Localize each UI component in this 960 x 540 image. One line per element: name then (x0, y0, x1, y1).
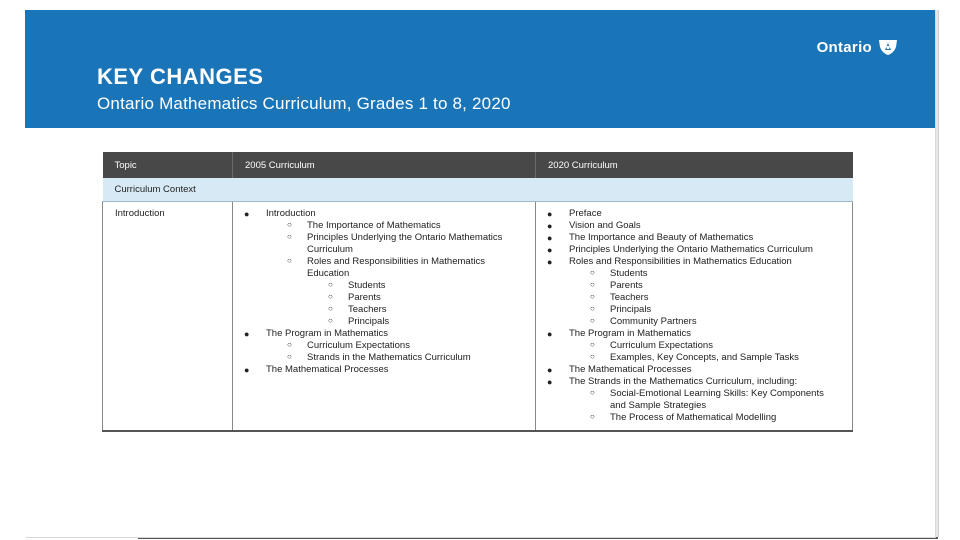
sub-list (307, 280, 525, 328)
list-item (548, 376, 842, 424)
hollow-bullet-icon: ○ (287, 256, 292, 265)
list-item-text: The Program in Mathematics (266, 328, 388, 339)
list-item (548, 256, 842, 328)
hollow-bullet-icon: ○ (590, 304, 595, 313)
list-2005 (245, 208, 525, 376)
hollow-bullet-icon: ○ (590, 280, 595, 289)
list-item (548, 244, 842, 256)
list-item-text: Social-Emotional Learning Skills: Key Components and Sample Strategies (610, 388, 824, 411)
list-item-text: Principals (610, 304, 652, 315)
bullet-icon: ● (547, 257, 553, 267)
list-item-text: Strands in the Mathematics Curriculum (307, 352, 471, 363)
sub-list (266, 220, 525, 328)
list-item-text: Preface (569, 208, 602, 219)
list-item (548, 364, 842, 376)
cell-2020 (536, 202, 853, 432)
hollow-bullet-icon: ○ (287, 352, 292, 361)
list-item-text: Introduction (266, 208, 316, 219)
hollow-bullet-icon: ○ (590, 316, 595, 325)
sub-list (569, 340, 842, 364)
list-item (590, 292, 842, 304)
list-item (245, 364, 525, 376)
hollow-bullet-icon: ○ (590, 388, 595, 397)
sub-list (266, 340, 525, 364)
slide (25, 10, 935, 537)
bullet-icon: ● (244, 329, 250, 339)
list-item-text: The Strands in the Mathematics Curriculum, including: (569, 376, 798, 387)
hollow-bullet-icon: ○ (287, 232, 292, 241)
bullet-icon: ● (547, 233, 553, 243)
list-item (590, 280, 842, 292)
hollow-bullet-icon: ○ (287, 340, 292, 349)
list-item-text: Roles and Responsibilities in Mathematics Education (307, 256, 485, 279)
bullet-icon: ● (547, 377, 553, 387)
page-subtitle: Ontario Mathematics Curriculum, Grades 1 to 8, 2020 (97, 94, 511, 113)
list-item (590, 388, 842, 412)
list-item-text: Principals (348, 316, 390, 327)
list-item-text: Community Partners (610, 316, 697, 327)
title-banner (25, 10, 935, 128)
hollow-bullet-icon: ○ (328, 280, 333, 289)
list-item (548, 220, 842, 232)
list-item-text: Students (348, 280, 386, 291)
bullet-icon: ● (547, 209, 553, 219)
list-item-text: The Program in Mathematics (569, 328, 691, 339)
list-item (287, 220, 525, 232)
logo-text: Ontario (816, 38, 872, 56)
list-item-text: Examples, Key Concepts, and Sample Tasks (610, 352, 799, 363)
section-label: Curriculum Context (103, 178, 853, 202)
list-item-text: Parents (610, 280, 643, 291)
header-topic: Topic (103, 152, 233, 178)
hollow-bullet-icon: ○ (590, 412, 595, 421)
list-item-text: Students (610, 268, 648, 279)
hollow-bullet-icon: ○ (287, 220, 292, 229)
list-item (287, 352, 525, 364)
list-item (328, 304, 525, 316)
bullet-icon: ● (547, 329, 553, 339)
list-item (328, 292, 525, 304)
sub-list (569, 268, 842, 328)
list-item (245, 328, 525, 364)
hollow-bullet-icon: ○ (328, 292, 333, 301)
topic-cell: Introduction (103, 202, 233, 432)
list-item-text: Parents (348, 292, 381, 303)
ontario-logo (817, 38, 899, 56)
list-item (590, 412, 842, 424)
cell-2005 (233, 202, 536, 432)
bullet-icon: ● (244, 209, 250, 219)
section-row (103, 178, 853, 202)
page-title: KEY CHANGES (97, 64, 264, 89)
hollow-bullet-icon: ○ (328, 316, 333, 325)
list-item (548, 328, 842, 364)
list-item-text: Teachers (610, 292, 649, 303)
list-item-text: Curriculum Expectations (307, 340, 410, 351)
list-item (590, 268, 842, 280)
list-item-text: The Mathematical Processes (569, 364, 692, 375)
bullet-icon: ● (547, 221, 553, 231)
hollow-bullet-icon: ○ (328, 304, 333, 313)
list-item-text: Teachers (348, 304, 387, 315)
hollow-bullet-icon: ○ (590, 352, 595, 361)
list-item (548, 208, 842, 220)
bullet-icon: ● (547, 365, 553, 375)
list-item (590, 316, 842, 328)
header-2020: 2020 Curriculum (536, 152, 853, 178)
list-item-text: Curriculum Expectations (610, 340, 713, 351)
bullet-icon: ● (547, 245, 553, 255)
table-header-row (103, 152, 853, 178)
list-item-text: The Importance and Beauty of Mathematics (569, 232, 754, 243)
table-row (103, 202, 853, 432)
list-item (590, 340, 842, 352)
list-item (548, 232, 842, 244)
comparison-table (102, 152, 853, 432)
slide-edge-shadow (935, 10, 939, 537)
list-item-text: Principles Underlying the Ontario Mathematics Curriculum (569, 244, 813, 255)
hollow-bullet-icon: ○ (590, 292, 595, 301)
list-item-text: Roles and Responsibilities in Mathematics Education (569, 256, 792, 267)
trillium-icon (877, 38, 899, 56)
list-item (590, 352, 842, 364)
list-item (287, 340, 525, 352)
list-2020 (548, 208, 842, 424)
list-item (328, 280, 525, 292)
list-item-text: The Process of Mathematical Modelling (610, 412, 777, 423)
hollow-bullet-icon: ○ (590, 340, 595, 349)
list-item-text: The Importance of Mathematics (307, 220, 441, 231)
list-item (245, 208, 525, 328)
bullet-icon: ● (244, 365, 250, 375)
list-item (287, 232, 525, 256)
list-item (287, 256, 525, 328)
list-item-text: Principles Underlying the Ontario Mathematics Curriculum (307, 232, 503, 255)
list-item (328, 316, 525, 328)
list-item (590, 304, 842, 316)
list-item-text: The Mathematical Processes (266, 364, 389, 375)
hollow-bullet-icon: ○ (590, 268, 595, 277)
sub-list (569, 388, 842, 424)
header-2005: 2005 Curriculum (233, 152, 536, 178)
list-item-text: Vision and Goals (569, 220, 641, 231)
